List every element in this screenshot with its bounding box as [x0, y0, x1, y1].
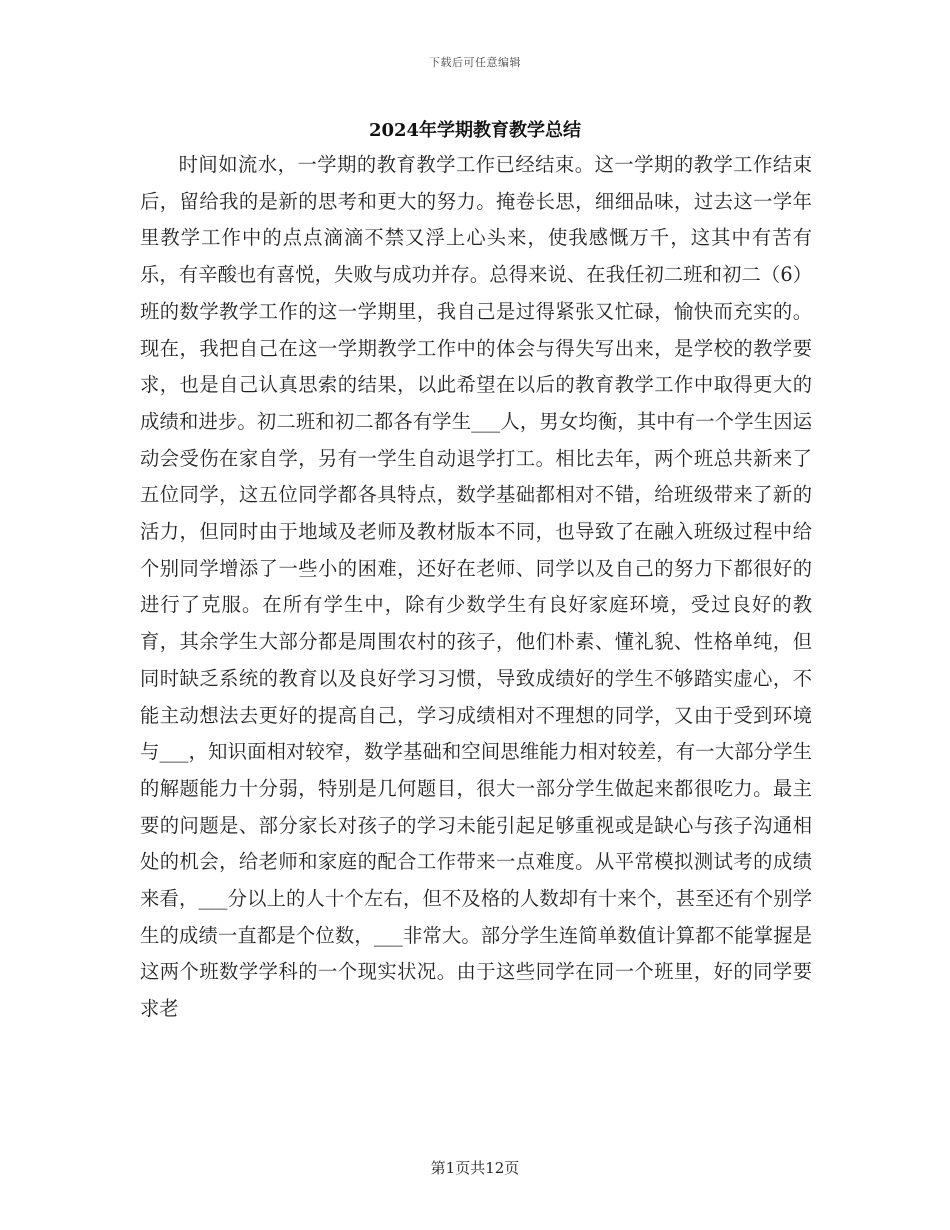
- body-paragraph: 时间如流水，一学期的教育教学工作已经结束。这一学期的教学工作结束后，留给我的是新的思考和更大的努力。掩卷长思，细细品味，过去这一学年里教学工作中的点点滴滴不禁又浮上心头来，使我感慨万千，这其中有苦有乐，有辛酸也有喜悦，失败与成功并存。总得来说、在我任初二班和初二（6）班的数学教学工作的这一学期里，我自己是过得紧张又忙碌，愉快而充实的。现在，我把自己在这一学期教学工作中的体会与得失写出来，是学校的教学要求，也是自己认真思索的结果，以此希望在以后的教育教学工作中取得更大的成绩和进步。初二班和初二都各有学生___人，男女均衡，其中有一个学生因运动会受伤在家自学，另有一学生自动退学打工。相比去年，两个班总共新来了五位同学，这五位同学都各具特点，数学基础都相对不错，给班级带来了新的活力，但同时由于地域及老师及教材版本不同，也导致了在融入班级过程中给个别同学增添了一些小的困难，还好在老师、同学以及自己的努力下都很好的进行了克服。在所有学生中，除有少数学生有良好家庭环境，受过良好的教育，其余学生大部分都是周围农村的孩子，他们朴素、懂礼貌、性格单纯，但同时缺乏系统的教育以及良好学习习惯，导致成绩好的学生不够踏实虚心，不能主动想法去更好的提高自己，学习成绩相对不理想的同学，又由于受到环境与___，知识面相对较窄，数学基础和空间思维能力相对较差，有一大部分学生的解题能力十分弱，特别是几何题目，很大一部分学生做起来都很吃力。最主要的问题是、部分家长对孩子的学习未能引起足够重视或是缺心与孩子沟通相处的机会，给老师和家庭的配合工作带来一点难度。从平常模拟测试考的成绩来看，___分以上的人十个左右，但不及格的人数却有十来个，甚至还有个别学生的成绩一直都是个位数，___非常大。部分学生连简单数值计算都不能掌握是这两个班数学学科的一个现实状况。由于这些同学在同一个班里，好的同学要求老: [140, 153, 812, 1021]
- header-note: 下载后可任意编辑: [429, 56, 521, 69]
- document-title: 2024年学期教育教学总结: [368, 120, 582, 141]
- page-number-footer: 第1页共12页: [430, 1159, 520, 1177]
- document-body: [140, 147, 812, 1028]
